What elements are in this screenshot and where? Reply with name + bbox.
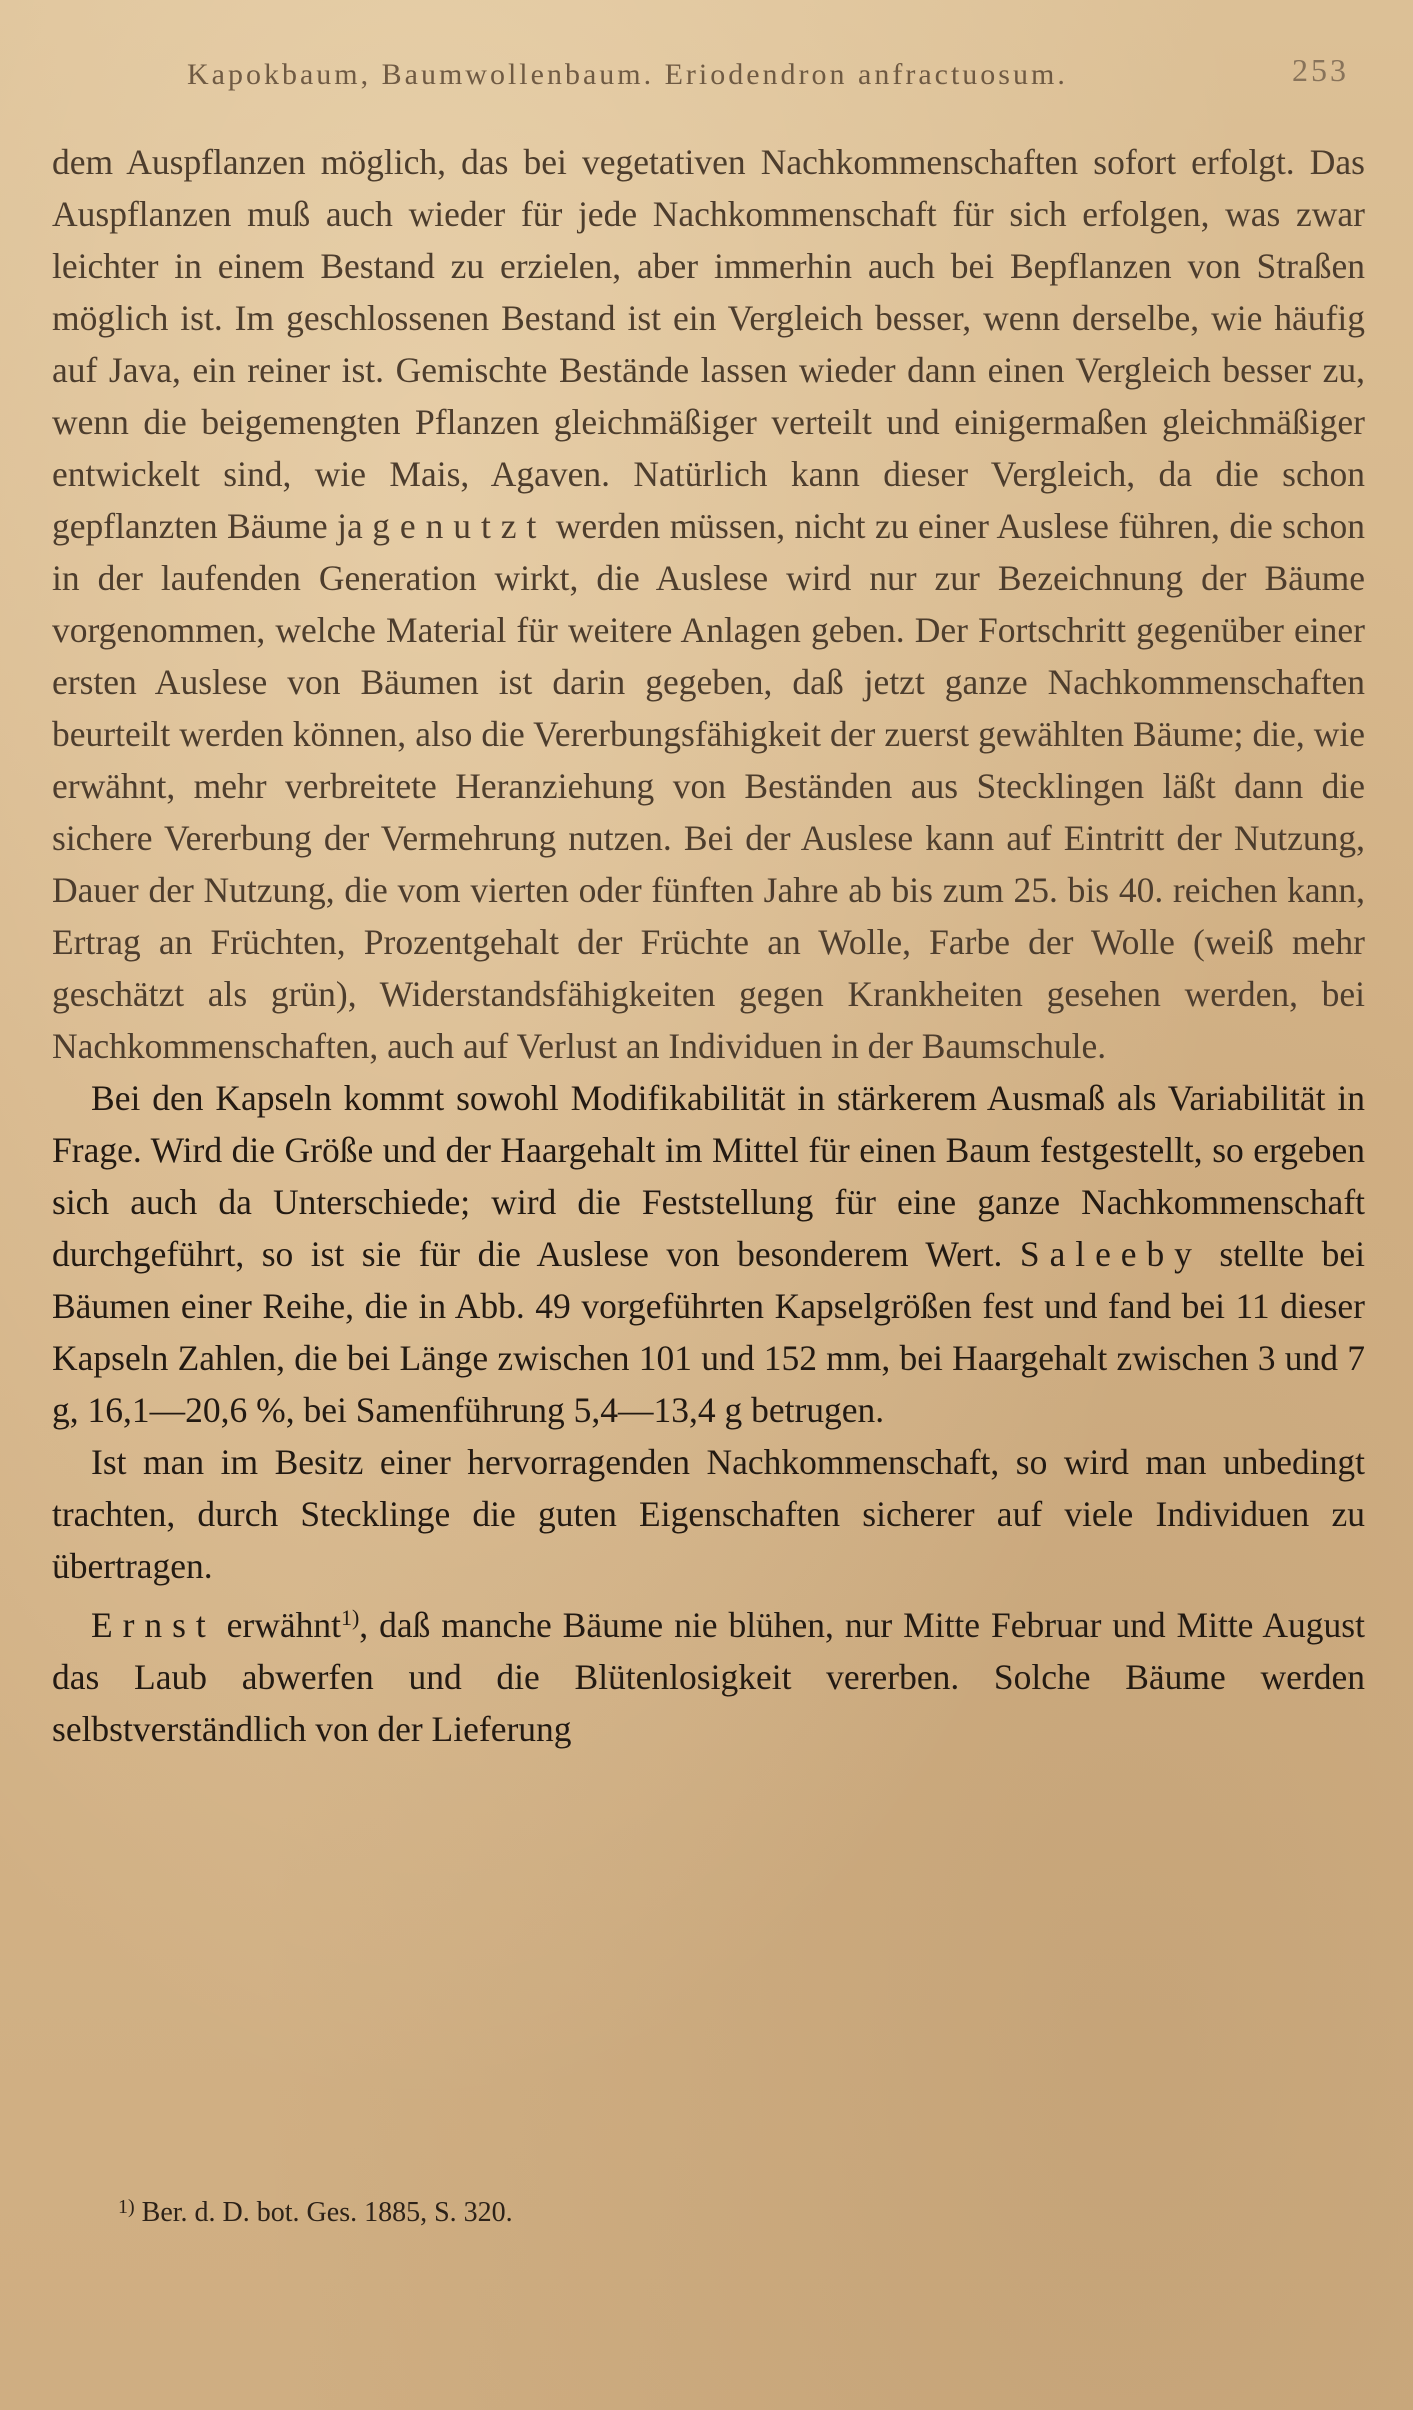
paragraph-text: werden müssen, nicht zu einer Auslese führen, die schon in der laufenden Generation wirkt, die Auslese wird nur zur Bezeichnung der Bäume vorgenommen, welche Material für weitere Anlagen geben. Der Fortschritt gegenüber einer ersten Auslese von Bäumen ist darin gegeben, daß jetzt ganze Nachkommenschaften beurteilt werden können, also die Vererbungsfähigkeit der zuerst gewählten Bäume; die, wie erwähnt, mehr verbreitete Heranziehung von Beständen aus Stecklingen läßt dann die sichere Vererbung der Vermehrung nutzen. Bei der Auslese kann auf Eintritt der Nutzung, Dauer der Nutzung, die vom vierten oder fünften Jahre ab bis zum 25. bis 40. reichen kann, Ertrag an Früchten, Prozentgehalt der Früchte an Wolle, Farbe der Wolle (weiß mehr geschätzt als grün), Widerstandsfähigkeiten gegen Krankheiten gesehen werden, bei Nachkommenschaften, auch auf Verlust an Individuen in der Baumschule. (52, 506, 1366, 1066)
footnote-reference: 1) (340, 1605, 360, 1630)
spaced-name: Ernst (91, 1605, 216, 1645)
paragraph (52, 1072, 1365, 1436)
paragraph (52, 136, 1365, 1072)
paragraph-text: , daß manche Bäume nie blühen, nur Mitte Februar und Mitte August das Laub abwerfen und die Blütenlosigkeit vererben. Solche Bäume werden selbstverständlich von der Lieferung (52, 1605, 1365, 1749)
paragraph-text: dem Auspflanzen möglich, das bei vegetativen Nachkommenschaften sofort erfolgt. Das Auspflanzen muß auch wieder für jede Nachkommenschaft für sich erfolgen, was zwar leichter in einem Bestand zu erzielen, aber immerhin auch bei Bepflanzen von Straßen möglich ist. Im geschlossenen Bestand ist ein Vergleich besser, wenn derselbe, wie häufig auf Java, ein reiner ist. Gemischte Bestände lassen wieder dann einen Vergleich besser zu, wenn die beigemengten Pflanzen gleichmäßiger verteilt und einigermaßen gleichmäßiger entwickelt sind, wie Mais, Agaven. Natürlich kann dieser Vergleich, da die schon gepflanzten Bäume ja (52, 142, 1365, 546)
page-number: 253 (1292, 52, 1349, 88)
running-head-title: Kapokbaum, Baumwollenbaum. Eriodendron anfractuosum. (187, 58, 1068, 91)
spaced-name: Saleeby (1019, 1234, 1202, 1274)
paragraph-text: Ist man im Besitz einer hervorragenden Nachkommenschaft, so wird man unbedingt trachten, durch Stecklinge die guten Eigenschaften sicherer auf viele Individuen zu übertragen. (52, 1442, 1365, 1586)
running-head (52, 52, 1365, 96)
body-text (52, 136, 1365, 1755)
footnote-marker: 1) (118, 2196, 135, 2218)
paragraph (52, 1436, 1365, 1592)
paragraph-text: Bei den Kapseln kommt sowohl Modifikabilität in stärkerem Ausmaß als Variabilität in Frage. Wird die Größe und der Haargehalt im Mittel für einen Baum festgestellt, so ergeben sich auch da Unterschiede; wird die Feststellung für eine ganze Nachkommenschaft durchgeführt, so ist sie für die Auslese von besonderem Wert. (52, 1078, 1365, 1274)
footnote (118, 2196, 513, 2229)
paragraph-text: stellte bei Bäumen einer Reihe, die in Abb. 49 vorgeführten Kapselgrößen fest und fand bei 11 dieser Kapseln Zahlen, die bei Länge zwischen 101 und 152 mm, bei Haargehalt zwischen 3 und 7 g, 16,1—20,6 %, bei Samenführung 5,4—13,4 g betrugen. (52, 1234, 1365, 1430)
footnote-text: Ber. d. D. bot. Ges. 1885, S. 320. (141, 2197, 513, 2228)
spaced-name: genutzt (372, 506, 547, 546)
paragraph-text: erwähnt (215, 1605, 341, 1645)
paragraph (52, 1592, 1365, 1755)
